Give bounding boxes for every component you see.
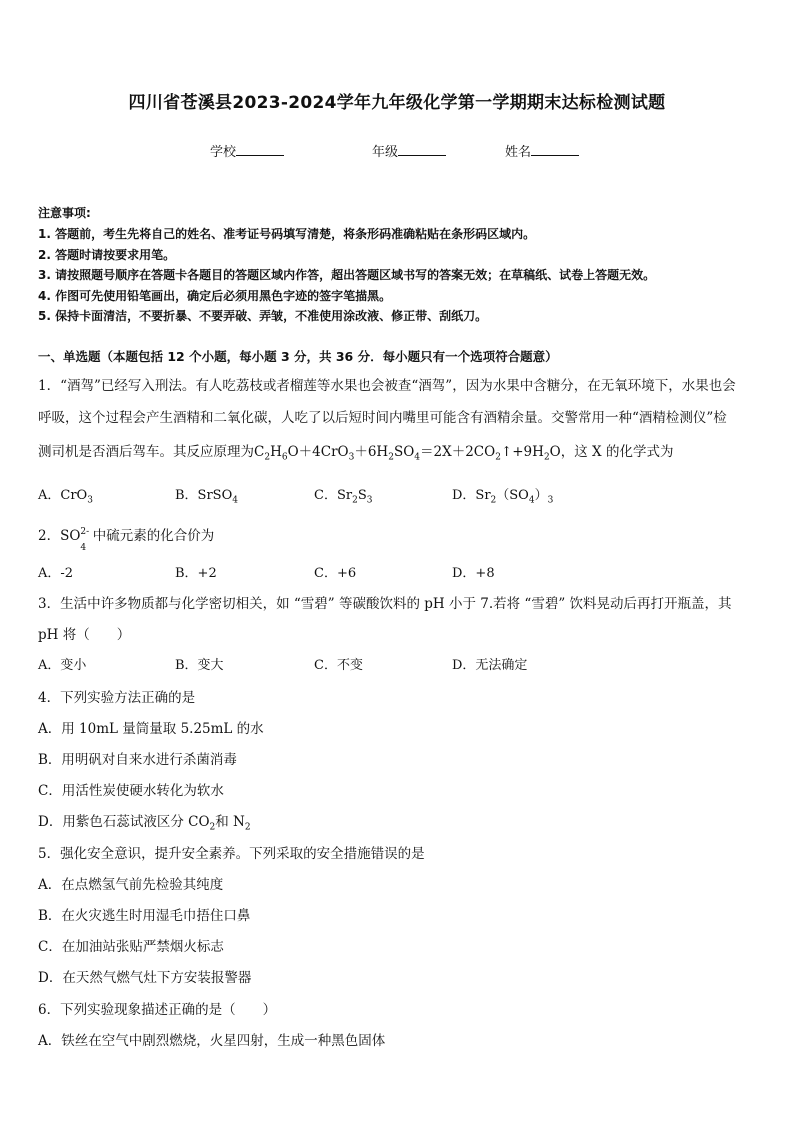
q2-option-b: B．+2 [175,566,217,581]
q1-line-2: 呼吸，这个过程会产生酒精和二氧化碳，人吃了以后短时间内嘴里可能含有酒精余量。交警常用一种“酒精检测仪”检 [38,410,727,426]
q1-option-a: A．CrO$_3$ [38,488,93,506]
name-blank [531,143,579,156]
q2-option-c: C．+6 [314,566,357,581]
grade-field [372,141,446,160]
notes-heading: 注意事项: [38,206,91,220]
q1-option-c: C．$Sr_2S_3$ [314,488,373,506]
page-title: 四川省苍溪县2023-2024学年九年级化学第一学期期末达标检测试题 [128,93,666,113]
note-item: 3. 请按照题号顺序在答题卡各题目的答题区域内作答，超出答题区域书写的答案无效；在草稿纸、试卷上答题无效。 [38,268,656,282]
q5-option-d: D．在天然气燃气灶下方安装报警器 [38,970,252,986]
name-field [505,141,579,160]
q2-option-d: D．+8 [452,566,495,581]
note-item: 4. 作图可先使用铅笔画出，确定后必须用黑色字迹的签字笔描黑。 [38,289,392,303]
q3-option-c: C．不变 [314,658,363,673]
q4-stem: 4．下列实验方法正确的是 [38,690,196,706]
q1-option-b: B．SrSO$_4$ [175,488,238,506]
school-blank [236,143,284,156]
q3-line-1: 3．生活中许多物质都与化学密切相关，如 “雪碧” 等碳酸饮料的 pH 小于 7.若将 “雪碧” 饮料晃动后再打开瓶盖，其 [38,596,732,612]
grade-label: 年级 [372,145,399,160]
q1-line-3-suffix: ，这 X 的化学式为 [560,444,674,460]
q4-option-b: B．用明矾对自来水进行杀菌消毒 [38,752,237,768]
section-heading: 一、单选题（本题包括 12 个小题，每小题 3 分，共 36 分．每小题只有一个选项符合题意） [38,349,558,364]
q3-option-a: A．变小 [38,658,87,673]
q2-stem: 2．SO 2- 4 中硫元素的化合价为 [38,526,215,553]
arrow-up-icon: ↑ [500,444,513,460]
note-item: 5. 保持卡面清洁，不要折暴、不要弄破、弄皱，不准使用涂改液、修正带、刮纸刀。 [38,309,488,323]
q4-option-a: A．用 10mL 量筒量取 5.25mL 的水 [38,721,264,737]
grade-blank [398,143,446,156]
note-item: 1. 答题前，考生先将自己的姓名、准考证号码填写清楚，将条形码准确粘贴在条形码区域内。 [38,227,536,241]
q6-stem: 6．下列实验现象描述正确的是（ ） [38,1002,277,1018]
q5-stem: 5．强化安全意识，提升安全素养。下列采取的安全措施错误的是 [38,846,425,862]
q1-line-1: 1．“酒驾”已经写入刑法。有人吃荔枝或者榴莲等水果也会被查“酒驾”，因为水果中含糖分，在无氧环境下，水果也会 [38,378,736,394]
name-label: 姓名 [505,145,532,160]
q5-option-b: B．在火灾逃生时用湿毛巾捂住口鼻 [38,908,251,924]
note-item: 2. 答题时请按要求用笔。 [38,248,176,262]
q4-option-c: C．用活性炭使硬水转化为软水 [38,783,224,799]
q3-option-b: B．变大 [175,658,224,673]
q4-option-d: D．用紫色石蕊试液区分 $CO_2$和 $N_2$ [38,814,251,833]
q3-option-d: D．无法确定 [452,658,528,673]
q3-line-2: pH 将（ ） [38,627,131,643]
school-field [210,141,284,160]
school-label: 学校 [210,145,237,160]
q5-option-a: A．在点燃氢气前先检验其纯度 [38,877,224,893]
q1-line-3 [38,440,673,463]
q5-option-c: C．在加油站张贴严禁烟火标志 [38,939,224,955]
reaction-equation: $C_2H_6O+4CrO_3+6H_2SO_4=2X+2CO_2↑+9H_2O$ [254,444,561,463]
q1-line-3-prefix: 测司机是否酒后驾车。其反应原理为 [38,444,254,460]
q2-option-a: A．-2 [38,566,74,581]
q1-option-d: D．$Sr_2(SO_4)_3$ [452,488,554,506]
q6-option-a: A．铁丝在空气中剧烈燃烧，火星四射，生成一种黑色固体 [38,1033,386,1049]
